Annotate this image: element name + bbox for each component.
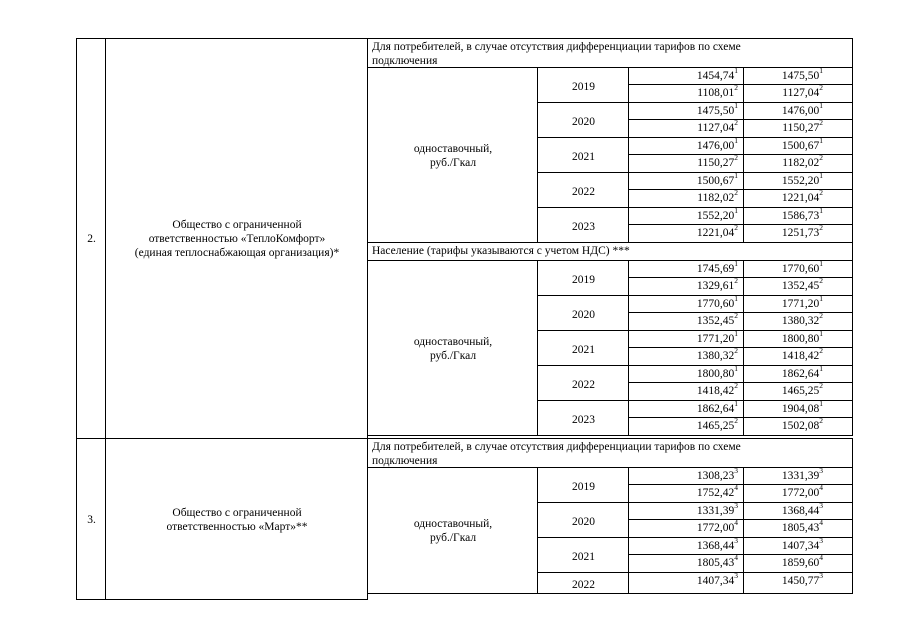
organization-name-line: ответственностью «ТеплоКомфорт» [148, 233, 326, 245]
tariff-value-number: 1862,64 [696, 403, 735, 415]
tariff-value-second-half [744, 259, 823, 276]
tariff-type-line: руб./Гкал [429, 349, 477, 362]
tariff-value-second-half [744, 416, 823, 433]
footnote-marker: 2 [819, 223, 823, 233]
tariff-value-number: 1308,23 [696, 470, 735, 482]
tariff-value-second-half [744, 188, 823, 205]
tariff-value-number: 1770,60 [696, 298, 735, 310]
tariff-value-second-half [744, 206, 823, 223]
tariff-value-number: 1182,02 [697, 192, 735, 204]
footnote-marker: 2 [819, 188, 823, 198]
footnote-marker: 2 [734, 223, 738, 233]
tariff-value-second-half [744, 518, 823, 535]
tariff-value-first-half [629, 206, 738, 223]
footnote-marker: 1 [734, 171, 738, 181]
footnote-marker: 4 [734, 483, 738, 493]
tariff-value-number: 1368,44 [696, 540, 735, 552]
tariff-type-line: одноставочный, [413, 518, 493, 530]
tariff-value-first-half [629, 66, 738, 83]
tariff-value-first-half [629, 118, 738, 135]
consumer-group-header-line: подключения [372, 454, 438, 467]
tariff-value-number: 1150,27 [697, 157, 735, 169]
tariff-value-first-half [629, 276, 738, 293]
row-number: 2. [87, 233, 96, 245]
tariff-value-number: 1108,01 [697, 87, 735, 99]
tariff-value-second-half [744, 118, 823, 135]
tariff-value-number: 1552,20 [781, 175, 820, 187]
tariff-value-second-half [744, 136, 823, 153]
footnote-marker: 3 [734, 501, 738, 511]
tariff-value-first-half [629, 171, 738, 188]
tariff-value-second-half [744, 466, 823, 483]
tariff-value-number: 1331,39 [781, 470, 820, 482]
footnote-marker: 2 [734, 416, 738, 426]
footnote-marker: 2 [819, 381, 823, 391]
tariff-value-second-half [744, 553, 823, 570]
tariff-value-number: 1586,73 [781, 210, 820, 222]
tariff-value-number: 1500,67 [696, 175, 735, 187]
footnote-marker: 2 [734, 381, 738, 391]
footnote-marker: 1 [734, 329, 738, 339]
year-label: 2023 [572, 220, 595, 233]
tariff-value-number: 1770,60 [781, 263, 820, 275]
tariff-value-second-half [744, 346, 823, 363]
footnote-marker: 1 [734, 206, 738, 216]
tariff-value-number: 1251,73 [781, 227, 820, 239]
year-label: 2022 [572, 578, 595, 591]
tariff-value-number: 1800,80 [781, 333, 820, 345]
footnote-marker: 3 [734, 536, 738, 546]
tariff-value-number: 1329,61 [696, 280, 735, 292]
tariff-value-number: 1465,25 [696, 420, 735, 432]
tariff-value-number: 1772,00 [696, 522, 735, 534]
footnote-marker: 1 [819, 329, 823, 339]
tariff-type-line: руб./Гкал [429, 156, 477, 169]
tariff-value-first-half [629, 483, 738, 500]
tariff-value-number: 1127,04 [782, 87, 820, 99]
footnote-marker: 1 [734, 101, 738, 111]
footnote-marker: 2 [819, 83, 823, 93]
tariff-value-number: 1476,00 [781, 105, 820, 117]
footnote-marker: 1 [734, 399, 738, 409]
tariff-value-number: 1771,20 [781, 298, 820, 310]
tariff-value-first-half [629, 329, 738, 346]
tariff-value-second-half [744, 381, 823, 398]
consumer-group-header-line: Население (тарифы указываются с учетом НДС) *** [372, 245, 630, 257]
tariff-value-second-half [744, 294, 823, 311]
tariff-value-number: 1127,04 [697, 122, 735, 134]
consumer-group-header-line: Для потребителей, в случае отсутствия дифференциации тарифов по схеме [372, 41, 741, 53]
footnote-marker: 3 [734, 466, 738, 476]
year-label: 2021 [572, 550, 595, 563]
footnote-marker: 3 [819, 536, 823, 546]
footnote-marker: 3 [734, 571, 738, 581]
footnote-marker: 1 [819, 364, 823, 374]
consumer-group-header-line: подключения [372, 54, 438, 67]
year-label: 2019 [572, 273, 595, 286]
footnote-marker: 1 [819, 399, 823, 409]
tariff-value-number: 1772,00 [781, 487, 820, 499]
tariff-value-first-half [629, 536, 738, 553]
tariff-value-first-half [629, 223, 738, 240]
tariff-value-second-half [744, 83, 823, 100]
tariff-value-number: 1800,80 [696, 368, 735, 380]
tariff-value-number: 1805,43 [781, 522, 820, 534]
year-label: 2021 [572, 150, 595, 163]
tariff-value-first-half [629, 188, 738, 205]
tariff-value-first-half [629, 518, 738, 535]
year-label: 2023 [572, 413, 595, 426]
footnote-marker: 4 [819, 553, 823, 563]
tariff-value-second-half [744, 223, 823, 240]
tariff-value-number: 1150,27 [782, 122, 820, 134]
tariff-value-number: 1805,43 [696, 557, 735, 569]
footnote-marker: 2 [734, 311, 738, 321]
footnote-marker: 1 [819, 66, 823, 76]
tariff-value-first-half [629, 501, 738, 518]
footnote-marker: 2 [819, 276, 823, 286]
tariff-value-number: 1465,25 [781, 385, 820, 397]
tariff-value-number: 1904,08 [781, 403, 820, 415]
footnote-marker: 3 [819, 501, 823, 511]
tariff-value-number: 1418,42 [696, 385, 735, 397]
tariff-value-number: 1368,44 [781, 505, 820, 517]
footnote-marker: 2 [734, 188, 738, 198]
tariff-value-number: 1745,69 [696, 263, 735, 275]
footnote-marker: 1 [819, 101, 823, 111]
footnote-marker: 2 [819, 153, 823, 163]
footnote-marker: 2 [734, 346, 738, 356]
footnote-marker: 1 [819, 171, 823, 181]
tariff-value-number: 1221,04 [781, 192, 820, 204]
year-label: 2022 [572, 185, 595, 198]
footnote-marker: 2 [819, 118, 823, 128]
tariff-value-number: 1450,77 [781, 575, 820, 587]
tariff-value-number: 1380,32 [696, 350, 735, 362]
footnote-marker: 2 [819, 416, 823, 426]
footnote-marker: 1 [734, 136, 738, 146]
tariff-value-first-half [629, 259, 738, 276]
footnote-marker: 1 [734, 259, 738, 269]
tariff-value-number: 1475,50 [696, 105, 735, 117]
tariff-value-second-half [744, 483, 823, 500]
tariff-value-first-half [629, 416, 738, 433]
year-label: 2020 [572, 115, 595, 128]
tariff-value-second-half [744, 311, 823, 328]
row-number: 3. [87, 513, 96, 526]
tariff-value-second-half [744, 276, 823, 293]
organization-name-line: Общество с ограниченной [172, 219, 302, 231]
tariff-value-second-half [744, 399, 823, 416]
tariff-value-first-half [629, 364, 738, 381]
organization-name-line: (единая теплоснабжающая организация)* [134, 247, 340, 259]
tariff-value-number: 1552,20 [696, 210, 735, 222]
tariff-type-line: одноставочный, [413, 335, 493, 348]
footnote-marker: 2 [734, 83, 738, 93]
tariff-value-first-half [629, 153, 738, 170]
tariff-value-first-half [629, 466, 738, 483]
tariff-value-first-half [629, 311, 738, 328]
tariff-value-number: 1352,45 [781, 280, 820, 292]
tariff-value-first-half [629, 553, 738, 570]
tariff-value-first-half [629, 346, 738, 363]
footnote-marker: 1 [819, 136, 823, 146]
tariff-value-second-half [744, 571, 823, 588]
tariff-value-number: 1221,04 [696, 227, 735, 239]
tariff-value-second-half [744, 153, 823, 170]
tariff-value-second-half [744, 329, 823, 346]
footnote-marker: 2 [734, 118, 738, 128]
footnote-marker: 1 [734, 364, 738, 374]
footnote-marker: 2 [734, 276, 738, 286]
tariff-value-number: 1500,67 [781, 140, 820, 152]
year-label: 2020 [572, 308, 595, 321]
tariff-value-second-half [744, 101, 823, 118]
tariff-value-number: 1862,64 [781, 368, 820, 380]
footnote-marker: 1 [819, 294, 823, 304]
tariff-value-first-half [629, 294, 738, 311]
footnote-marker: 2 [734, 153, 738, 163]
consumer-group-header-line: Для потребителей, в случае отсутствия дифференциации тарифов по схеме [372, 441, 741, 453]
tariff-value-second-half [744, 536, 823, 553]
year-label: 2019 [572, 480, 595, 493]
tariff-value-second-half [744, 501, 823, 518]
year-label: 2021 [572, 343, 595, 356]
footnote-marker: 4 [734, 518, 738, 528]
tariff-value-first-half [629, 83, 738, 100]
footnote-marker: 1 [734, 66, 738, 76]
tariff-type-line: руб./Гкал [429, 532, 477, 544]
year-label: 2019 [572, 80, 595, 93]
tariff-value-number: 1502,08 [781, 420, 820, 432]
tariff-value-first-half [629, 571, 738, 588]
tariff-value-number: 1380,32 [781, 315, 820, 327]
footnote-marker: 1 [819, 259, 823, 269]
tariff-value-second-half [744, 364, 823, 381]
tariff-value-number: 1331,39 [696, 505, 735, 517]
footnote-marker: 2 [819, 311, 823, 321]
tariff-value-number: 1475,50 [781, 70, 820, 82]
tariff-value-number: 1859,60 [781, 557, 820, 569]
tariff-value-number: 1454,74 [696, 70, 735, 82]
footnote-marker: 3 [819, 571, 823, 581]
tariff-value-first-half [629, 136, 738, 153]
footnote-marker: 1 [819, 206, 823, 216]
tariff-value-number: 1476,00 [696, 140, 735, 152]
footnote-marker: 4 [819, 483, 823, 493]
tariff-type-line: одноставочный, [413, 142, 493, 155]
tariff-value-second-half [744, 171, 823, 188]
tariff-value-number: 1352,45 [696, 315, 735, 327]
tariff-value-number: 1407,34 [696, 575, 735, 587]
tariff-value-number: 1752,42 [696, 487, 735, 499]
footnote-marker: 2 [819, 346, 823, 356]
tariff-value-number: 1418,42 [781, 350, 820, 362]
footnote-marker: 4 [819, 518, 823, 528]
tariff-value-number: 1182,02 [782, 157, 820, 169]
organization-name-line: Общество с ограниченной [172, 506, 302, 519]
tariff-value-second-half [744, 66, 823, 83]
tariff-value-first-half [629, 101, 738, 118]
year-label: 2022 [572, 378, 595, 391]
organization-name-line: ответственностью «Март»** [166, 520, 308, 533]
year-label: 2020 [572, 515, 595, 528]
footnote-marker: 4 [734, 553, 738, 563]
footnote-marker: 3 [819, 466, 823, 476]
footnote-marker: 1 [734, 294, 738, 304]
tariff-value-first-half [629, 399, 738, 416]
tariff-value-number: 1407,34 [781, 540, 820, 552]
tariff-value-first-half [629, 381, 738, 398]
tariff-value-number: 1771,20 [696, 333, 735, 345]
